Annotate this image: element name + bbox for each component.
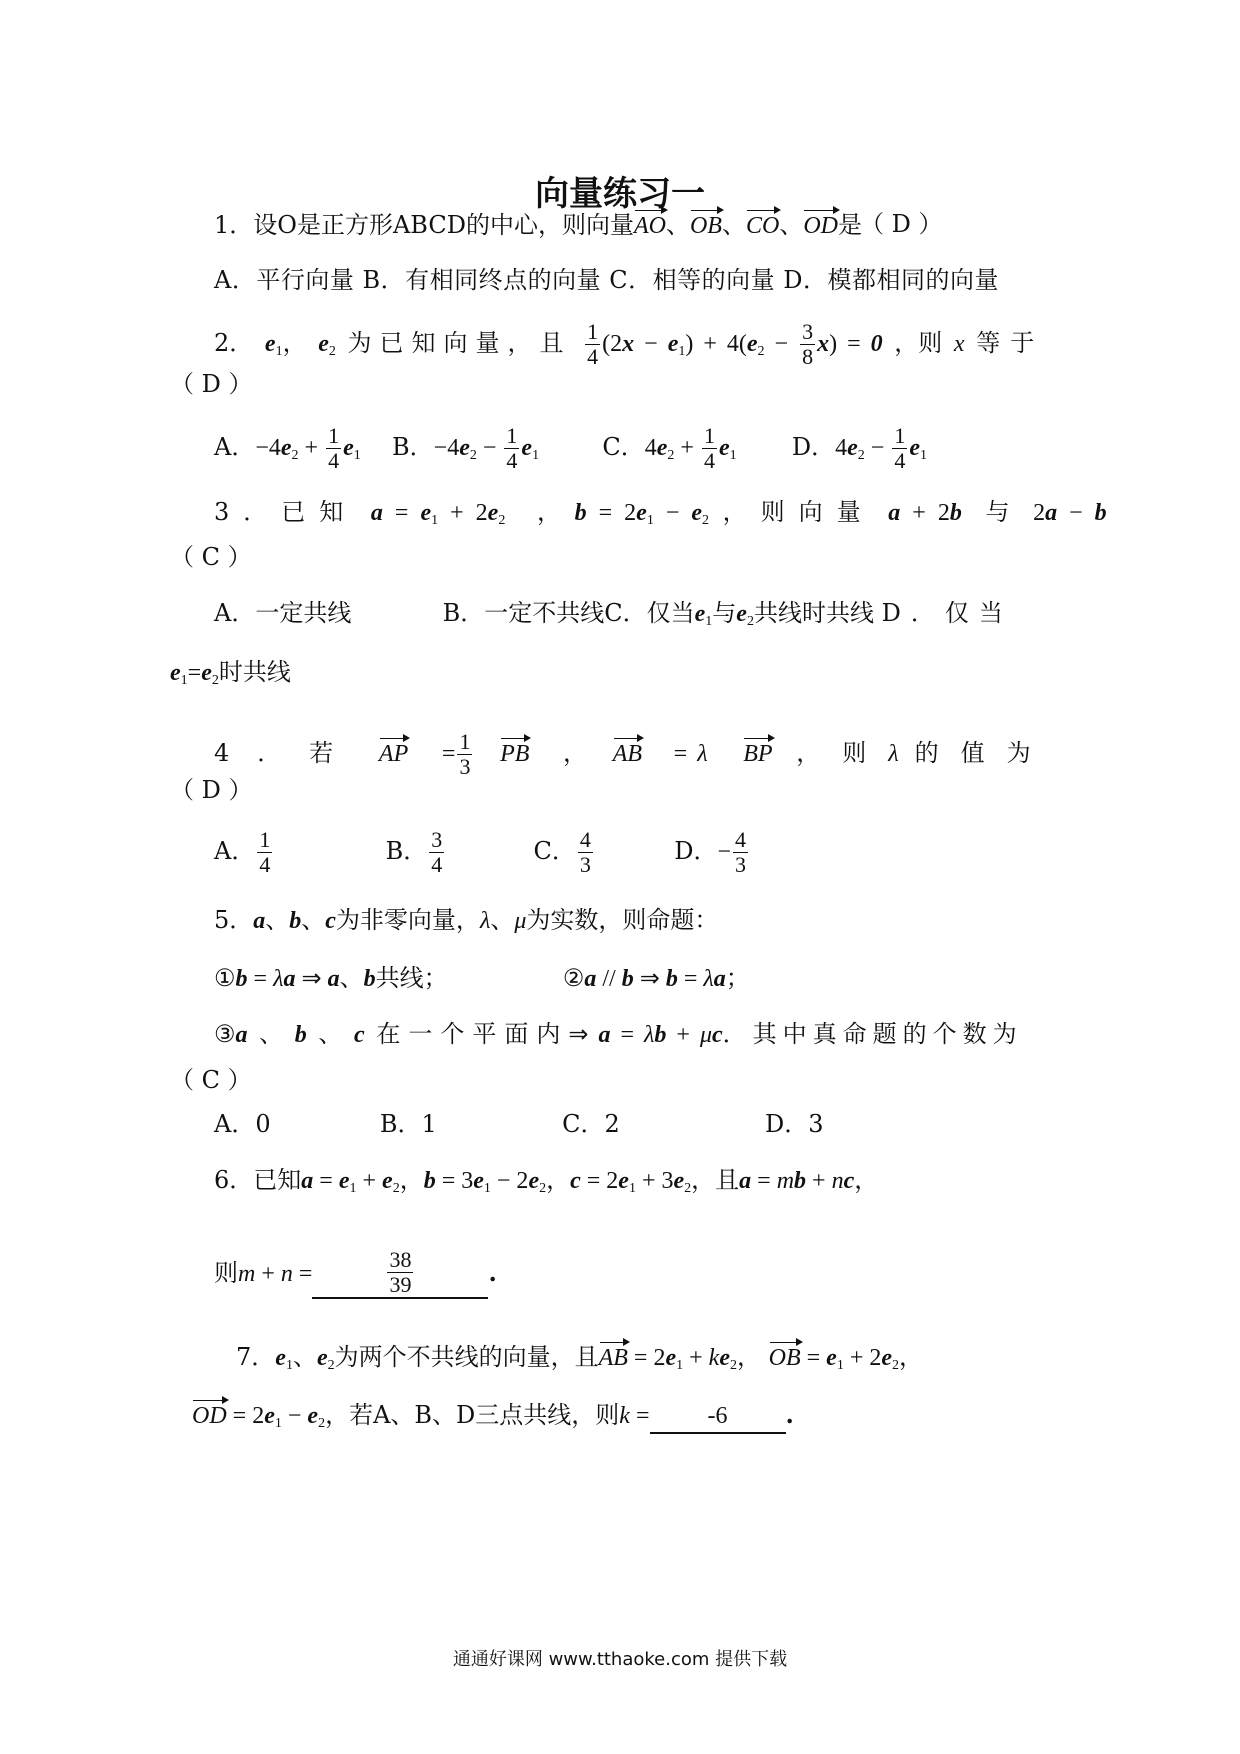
q3-options: A．一定共线 B．一定不共线C．仅当$e_1$与$e_2$共线时共线 D．仅当 xyxy=(214,599,1013,629)
q6-answer-fraction: $\frac{38}{39}$ xyxy=(389,1247,412,1297)
vector-ao: AO xyxy=(634,208,666,242)
question-4: 4．若 AP = $\frac{1}{3}$ PB ， AB = λ BP ，则λ 的值为 xyxy=(214,729,1053,779)
q4-answer: （ D ） xyxy=(170,776,253,804)
question-1: 1．设O是正方形ABCD的中心，则向量AO、OB、CO、OD是 xyxy=(214,208,862,242)
vector-bp: BP xyxy=(743,736,772,770)
q1-stem: 1．设O是正方形ABCD的中心，则向量 xyxy=(214,211,634,239)
q7-answer: -6 xyxy=(650,1400,786,1434)
vector-co: CO xyxy=(746,208,779,242)
question-5: 5．a、b、c为非零向量，λ、μ为实数，则命题： xyxy=(214,906,719,934)
q5-proposition-3: ③a 、 b 、 c 在一个平面内⇒ a = λb + μc．其中真命题的个数为 xyxy=(214,1020,1023,1048)
q6-answer-line: 则m + n = $\frac{38}{39}$ . xyxy=(214,1247,497,1297)
q1-options: A．平行向量 B．有相同终点的向量 C．相等的向量 D．模都相同的向量 xyxy=(214,266,999,294)
page-title: 向量练习一 xyxy=(535,174,705,214)
vector-pb: PB xyxy=(500,736,529,770)
q1-answer: （ D ） xyxy=(860,210,943,238)
q3-option-d-line2: $e_1=e_2$时共线 xyxy=(170,658,291,688)
footer: 通通好课网 www.tthaoke.com 提供下载 xyxy=(452,1649,788,1670)
vector-ab: AB xyxy=(613,736,642,770)
q3-answer: （ C ） xyxy=(170,543,252,571)
q4-options: A． $\frac{1}{4}$ B． $\frac{3}{4}$ C． $\frac{4}{3}$ D．− $\frac{4}{3}$ xyxy=(214,827,746,877)
question-3: 3．已知 $a = e_1 + 2e_2$ ， $b = 2e_1 - e_2$ ，则向量 a + 2b 与 2a − b xyxy=(214,498,1107,528)
fraction-one-quarter: $\frac{1}{4}$ xyxy=(587,319,599,369)
q5-answer: （ C ） xyxy=(170,1066,252,1094)
q2-answer: （ D ） xyxy=(170,370,253,398)
vector-od: OD xyxy=(192,1398,227,1432)
question-7: 7．$e_1$、$e_2$为两个不共线的向量，且AB = $2e_1 + ke_2$， OB = $e_1 + 2e_2$， xyxy=(236,1340,923,1382)
vector-ab: AB xyxy=(599,1340,628,1374)
q5-options: A．0 B．1 C．2 D．3 xyxy=(214,1110,824,1138)
vector-ob: OB xyxy=(769,1340,801,1374)
question-2: 2． $e_1$， $e_2$ 为已知向量，且 $\frac{1}{4}$ $(2x - e_1) + 4(e_2$ − $\frac{3}{8}$ x) = 0 ，则 x 等于 xyxy=(214,319,1045,369)
q2-options: A．$-4e_2$ + $\frac{1}{4}$ $e_1$ B．$-4e_2$ − $\frac{1}{4}$ $e_1$ C．$4e_2$ + $\frac{1}{4}$ $e_1$ D．$4e_2$ − $\frac{1}{4}$ $e_1$ xyxy=(214,423,927,473)
q5-proposition-1-2: ①b = λa ⇒ a、b共线； ②a // b ⇒ b = λa； xyxy=(214,964,750,992)
vector-ap: AP xyxy=(379,736,408,770)
fraction-one-third: $\frac{1}{3}$ xyxy=(459,729,471,779)
question-6: 6．已知$a = e_1 + e_2$，$b = 3e_1 - 2e_2$，$c = 2e_1 + 3e_2$，且a = mb + nc， xyxy=(214,1166,879,1196)
fraction-three-eighths: $\frac{3}{8}$ xyxy=(802,319,814,369)
vector-od: OD xyxy=(803,208,838,242)
vector-ob: OB xyxy=(690,208,722,242)
q7-line2: OD = $2e_1 - e_2$，若A、B、D三点共线，则k = -6 . xyxy=(192,1398,794,1440)
